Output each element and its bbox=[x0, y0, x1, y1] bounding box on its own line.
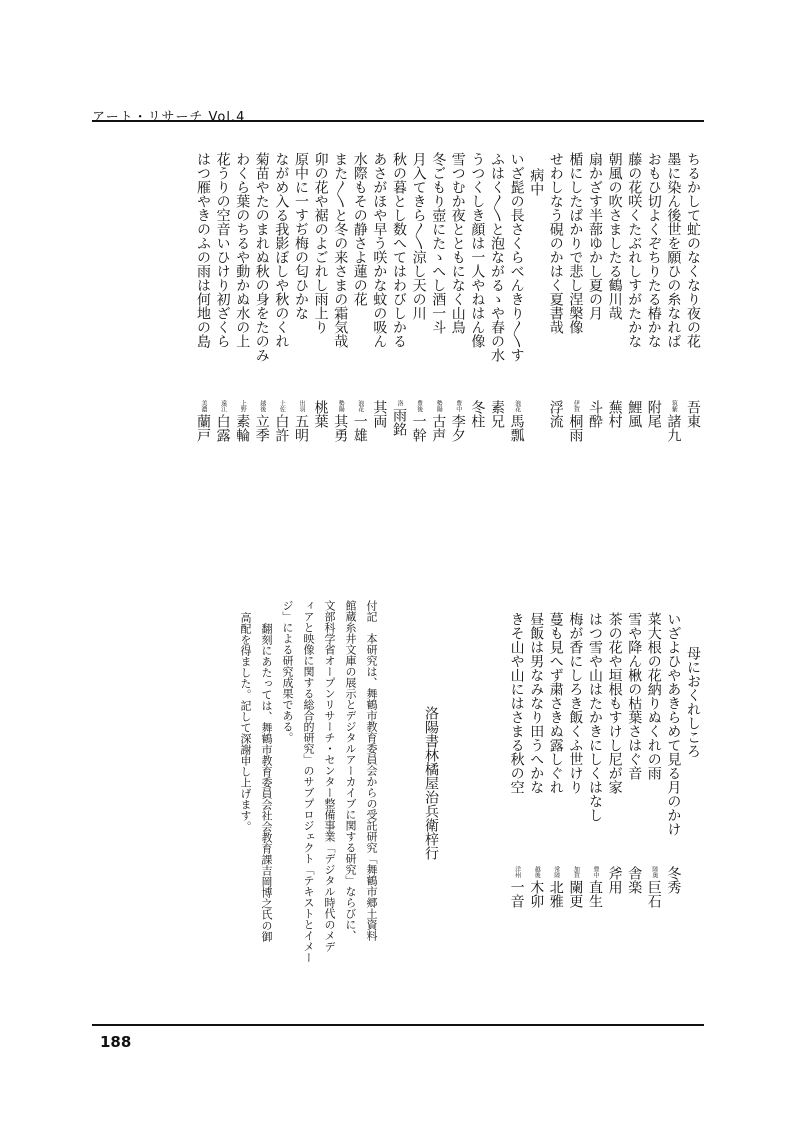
poet-name bbox=[255, 400, 269, 442]
poet-name-text: 直生 bbox=[587, 880, 603, 908]
poet-name bbox=[216, 400, 230, 442]
section-heading: 病中 bbox=[528, 168, 545, 196]
poet-name bbox=[510, 866, 524, 908]
poet-name-text: 附尾 bbox=[645, 400, 662, 428]
poet-name-text: 其勇 bbox=[332, 414, 349, 442]
poet-origin: 勢陽 bbox=[435, 400, 443, 412]
poet-name-text: 雨銘 bbox=[391, 408, 407, 436]
poet-name bbox=[412, 400, 426, 442]
poet-origin: 常陸 bbox=[552, 866, 560, 878]
publisher-colophon: 洛陽書林橘屋治兵衛梓行 bbox=[423, 706, 439, 860]
poet-name bbox=[588, 400, 602, 428]
poet-name-text: 桐雨 bbox=[567, 414, 584, 442]
haiku-verse: いざよひやあきらめて見る月のかけ bbox=[665, 612, 682, 836]
poet-name-text: 木卯 bbox=[528, 880, 545, 908]
poet-origin: 筑紫 bbox=[670, 400, 678, 412]
haiku-verse: せわしなう硯のかはく夏書哉 bbox=[547, 152, 564, 334]
note-line: ィアと映像に関する総合的研究」のサブプロジェクト「テキストとイメー bbox=[302, 600, 315, 963]
poet-origin: 洛 bbox=[396, 400, 403, 406]
poet-name bbox=[235, 400, 249, 442]
haiku-verse: 菜大根の花納りぬくれの雨 bbox=[645, 612, 662, 780]
haiku-verse: 卯の花や裾のよごれし雨上り bbox=[312, 152, 329, 334]
poet-origin: 出羽 bbox=[298, 400, 305, 412]
haiku-verse: 蔓も見へず粛さきぬ露しぐれ bbox=[547, 612, 564, 794]
poet-name bbox=[529, 866, 543, 908]
poet-name-text: 馬瓢 bbox=[508, 414, 525, 442]
poet-origin: 越後 bbox=[533, 866, 541, 878]
poet-origin: 土佐 bbox=[278, 400, 286, 412]
haiku-verse: 菊苗やたのまれぬ秋の身をたのみ bbox=[253, 152, 270, 362]
note-line: 館蔵糸井文庫の展示とデジタルアーカイブに関する研究」ならびに、 bbox=[344, 600, 357, 941]
poet-name bbox=[549, 866, 563, 908]
poet-name bbox=[627, 866, 641, 894]
haiku-verse: 梅が香にしろき飯くふ世けり bbox=[567, 612, 584, 794]
poet-name-text: 冬柱 bbox=[469, 400, 486, 428]
haiku-verse: 朝風の吹さましたる鶴川哉 bbox=[606, 152, 623, 320]
poet-name-text: 斧用 bbox=[606, 866, 623, 894]
note-line: 文部科学省オープンリサーチ・センター整備事業「デジタル時代のメデ bbox=[323, 600, 336, 952]
poet-name bbox=[451, 400, 465, 442]
poet-name-text: 白許 bbox=[273, 414, 290, 442]
poet-name-text: 一幹 bbox=[410, 414, 427, 442]
haiku-verse: うつくしき顔は一人やねはん像 bbox=[469, 152, 486, 348]
poet-name bbox=[294, 400, 308, 442]
poet-name-text: 白露 bbox=[214, 414, 231, 442]
poet-name bbox=[549, 400, 563, 428]
poet-name-text: 諸九 bbox=[665, 414, 682, 442]
poet-name-text: 桃葉 bbox=[312, 400, 329, 428]
haiku-verse: 昼飯は男なみなり田うへかな bbox=[528, 612, 545, 794]
haiku-verse: 雪つむか夜とともになく山鳥 bbox=[449, 152, 466, 334]
haiku-verse: 月入てきら〳〵涼し天の川 bbox=[410, 152, 427, 320]
poet-name-text: 立季 bbox=[253, 414, 270, 442]
poet-name-text: 素兄 bbox=[489, 400, 505, 428]
haiku-verse: ながめ入る我影ぼしや秋のくれ bbox=[273, 152, 290, 348]
poet-name-text: 素輪 bbox=[234, 414, 251, 442]
haiku-verse: 扇かざす半蔀ゆかし夏の月 bbox=[587, 152, 603, 320]
poet-origin: 上野 bbox=[239, 400, 247, 412]
poet-name-text: 斗酔 bbox=[587, 400, 603, 428]
haiku-verse: 茶の花や垣根もすけし尼が家 bbox=[606, 612, 623, 794]
poet-name-text: 冬秀 bbox=[665, 866, 682, 894]
poet-origin: 越後 bbox=[258, 400, 266, 412]
poet-name bbox=[588, 866, 602, 908]
poet-name-text: 鯉風 bbox=[626, 400, 643, 428]
poet-name bbox=[686, 400, 700, 428]
poet-origin: 洋州 bbox=[513, 866, 521, 878]
haiku-verse: はつ雪や山はたかきにしくはなし bbox=[587, 612, 603, 822]
haiku-verse: わくら葉のちるや動かぬ水の上 bbox=[234, 152, 251, 348]
note-line: ジ」による研究成果である。 bbox=[281, 600, 294, 743]
poet-origin: 陸奥 bbox=[650, 866, 658, 878]
poet-name-text: 一雄 bbox=[351, 414, 368, 442]
poet-name bbox=[392, 400, 406, 436]
footer-rule bbox=[92, 1024, 704, 1026]
poet-origin: 勢陽 bbox=[337, 400, 345, 412]
poet-origin: 伊賀 bbox=[572, 400, 580, 412]
haiku-verse: 水際もその静さよ蓮の花 bbox=[351, 152, 368, 306]
poet-name-text: 一音 bbox=[508, 880, 525, 908]
haiku-verse: いざ髭の長さくらべんきり〳〵す bbox=[508, 152, 525, 362]
poet-name-text: 闌更 bbox=[567, 880, 584, 908]
haiku-verse: あさがほや早う咲かな蚊の吸ん bbox=[371, 152, 388, 348]
poet-name bbox=[647, 400, 661, 428]
poet-name bbox=[568, 400, 582, 442]
poet-origin: 遠江 bbox=[219, 400, 227, 412]
poet-name-text: 蘭戸 bbox=[195, 414, 211, 442]
poet-name bbox=[627, 400, 641, 428]
note-line: 高配を得ました。記して深謝申し上げます。 bbox=[239, 612, 252, 832]
haiku-verse: きそ山や山にはさまる秋の空 bbox=[508, 612, 525, 794]
running-header: アート・リサーチ Vol.4 bbox=[92, 110, 246, 125]
poet-name bbox=[372, 400, 386, 428]
poet-name bbox=[568, 866, 582, 908]
poet-name bbox=[333, 400, 347, 442]
haiku-verse: 原中に一すぢ梅の匂ひかな bbox=[293, 152, 309, 320]
note-line: 翻刻にあたっては、舞鶴市教育委員会社会教育課吉岡博之氏の御 bbox=[260, 612, 273, 942]
page-number: 188 bbox=[100, 1033, 132, 1051]
poet-name bbox=[510, 400, 524, 442]
poet-name bbox=[647, 866, 661, 908]
haiku-verse: おもひ切よくぞちりたる椿かな bbox=[645, 152, 662, 348]
poet-origin: 豊中 bbox=[592, 866, 599, 878]
poet-name-text: 吾東 bbox=[685, 400, 701, 428]
haiku-verse: 藤の花咲くたぶれしすがたかな bbox=[626, 152, 643, 348]
poet-name bbox=[666, 866, 680, 894]
poet-name-text: 北雅 bbox=[547, 880, 564, 908]
poet-origin: 浪花 bbox=[513, 400, 521, 412]
poet-name bbox=[666, 400, 680, 442]
poet-name bbox=[608, 400, 622, 428]
haiku-verse: また〳〵と冬の来さまの霜気哉 bbox=[332, 152, 349, 348]
poet-name bbox=[353, 400, 367, 442]
poet-name-text: 巨石 bbox=[645, 880, 662, 908]
poet-name-text: 李夕 bbox=[449, 414, 466, 442]
poet-name-text: 舎楽 bbox=[626, 866, 643, 894]
poet-origin: 豊後 bbox=[415, 400, 423, 412]
poet-origin: 加賀 bbox=[572, 866, 580, 878]
poet-name-text: 古声 bbox=[430, 414, 447, 442]
header-rule bbox=[92, 120, 704, 122]
poet-name bbox=[608, 866, 622, 894]
poet-name-text: 蕪村 bbox=[606, 400, 623, 428]
haiku-verse: 楯にしたばかりで悲し涅槃像 bbox=[567, 152, 584, 334]
poet-name bbox=[490, 400, 504, 428]
note-line: 付記 本研究は、舞鶴市教育委員会からの受託研究「舞鶴市郷土資料 bbox=[365, 600, 378, 941]
haiku-verse: ふはく〳〵と泡ながるゝや春の水 bbox=[489, 152, 505, 362]
poet-name bbox=[196, 400, 210, 442]
poet-name bbox=[431, 400, 445, 442]
haiku-verse: ちるかして虻のなくなり夜の花 bbox=[685, 152, 701, 348]
haiku-verse: 花うりの空音いひけり初ざくら bbox=[214, 152, 231, 348]
poet-name bbox=[470, 400, 484, 428]
haiku-verse: 冬ごもり壺にたゝへし酒一斗 bbox=[430, 152, 447, 334]
poet-name-text: 五明 bbox=[293, 414, 309, 442]
haiku-verse: 墨に染ん後世を願ひの糸なれば bbox=[665, 152, 682, 348]
haiku-verse: 雪や降ん楸の枯葉さはぐ音 bbox=[626, 612, 643, 780]
haiku-verse: はつ雁やきのふの雨は何地の島 bbox=[195, 152, 211, 348]
poet-name-text: 浮流 bbox=[547, 400, 564, 428]
haiku-verse: 秋の暮とし数へてはわびしかる bbox=[391, 152, 407, 348]
poet-origin: 豊中 bbox=[454, 400, 462, 412]
section-heading: 母におくれしころ bbox=[685, 646, 701, 758]
poet-origin: 美濃 bbox=[200, 400, 207, 412]
poet-name bbox=[274, 400, 288, 442]
poet-name bbox=[314, 400, 328, 428]
poet-origin: 浪花 bbox=[356, 400, 364, 412]
poet-name-text: 其両 bbox=[371, 400, 388, 428]
